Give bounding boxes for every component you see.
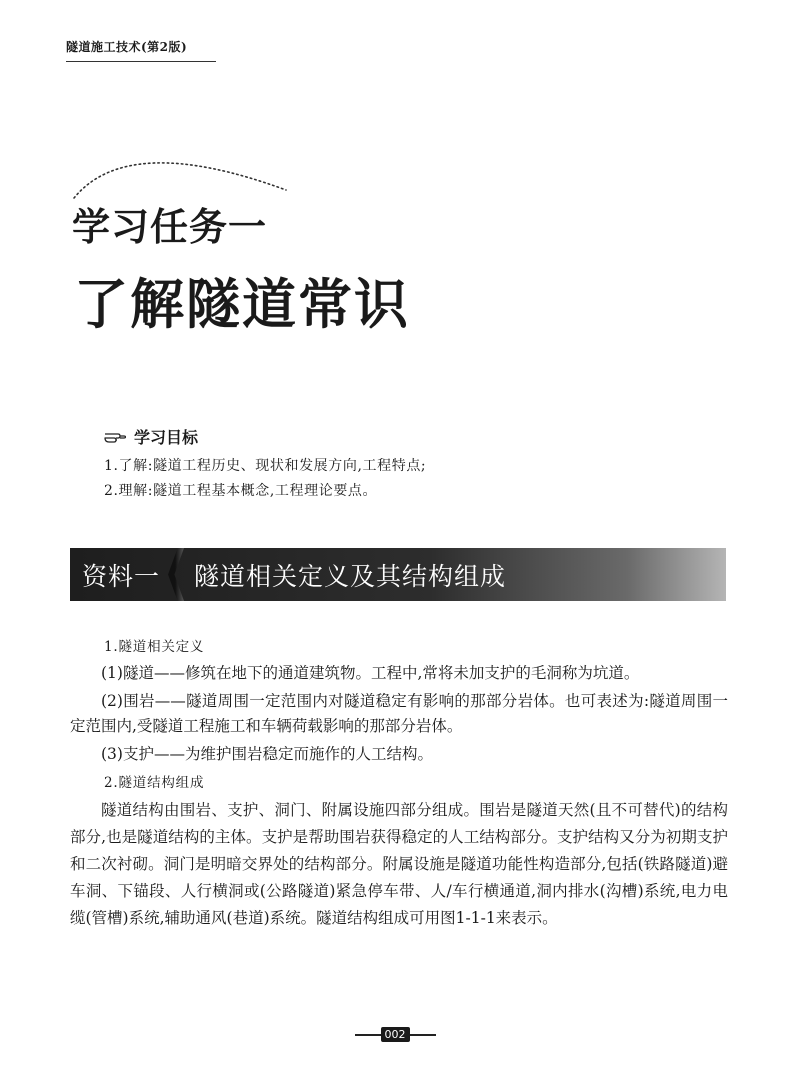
learning-objectives	[104, 425, 704, 504]
section-label: 资料一	[82, 561, 161, 591]
page-title: 了解隧道常识	[74, 273, 410, 336]
definition-surrounding-rock: (2)围岩——隧道周围一定范围内对隧道稳定有影响的那部分岩体。也可表述为:隧道周围一定范围内,受隧道工程施工和车辆荷载影响的那部分岩体。	[70, 692, 728, 735]
objectives-heading-text: 学习目标	[134, 428, 199, 447]
definition-support: (3)支护——为维护围岩稳定而施作的人工结构。	[101, 745, 433, 763]
pointing-hand-icon	[104, 430, 126, 444]
page-number-rule-left	[355, 1034, 381, 1036]
definition-tunnel: (1)隧道——修筑在地下的通道建筑物。工程中,常将未加支护的毛洞称为坑道。	[101, 664, 640, 682]
structure-paragraph: 隧道结构由围岩、支护、洞门、附属设施四部分组成。围岩是隧道天然(且不可替代)的结构部分,也是隧道结构的主体。支护是帮助围岩获得稳定的人工结构部分。支护结构又分为初期支护和二次衬砌。洞门是明暗交界处的结构部分。附属设施是隧道功能性构造部分,包括(铁路隧道)避车洞、下锚段、人行横洞或(公路隧道)紧急停车带、人/车行横通道,洞内排水(沟槽)系统,电力电缆(管槽)系统,辅助通风(巷道)系统。隧道结构组成可用图1-1-1来表示。	[70, 801, 728, 927]
section-content	[70, 633, 728, 932]
objectives-heading	[104, 425, 704, 448]
chevron-separator-icon	[168, 548, 184, 601]
page-number-text: 002	[381, 1027, 410, 1042]
section-title: 隧道相关定义及其结构组成	[194, 561, 507, 591]
objective-item: 1.了解:隧道工程历史、现状和发展方向,工程特点;	[104, 458, 427, 474]
subheading-structure: 2.隧道结构组成	[104, 775, 205, 791]
page-number-rule-right	[410, 1034, 436, 1036]
subheading-definitions: 1.隧道相关定义	[104, 639, 205, 655]
running-header: 隧道施工技术(第2版)	[66, 38, 216, 62]
objective-item: 2.理解:隧道工程基本概念,工程理论要点。	[104, 483, 378, 499]
dotted-arc-decoration	[68, 140, 298, 200]
task-label: 学习任务一	[72, 205, 268, 249]
page-number	[0, 1027, 790, 1042]
section-banner	[70, 548, 726, 601]
